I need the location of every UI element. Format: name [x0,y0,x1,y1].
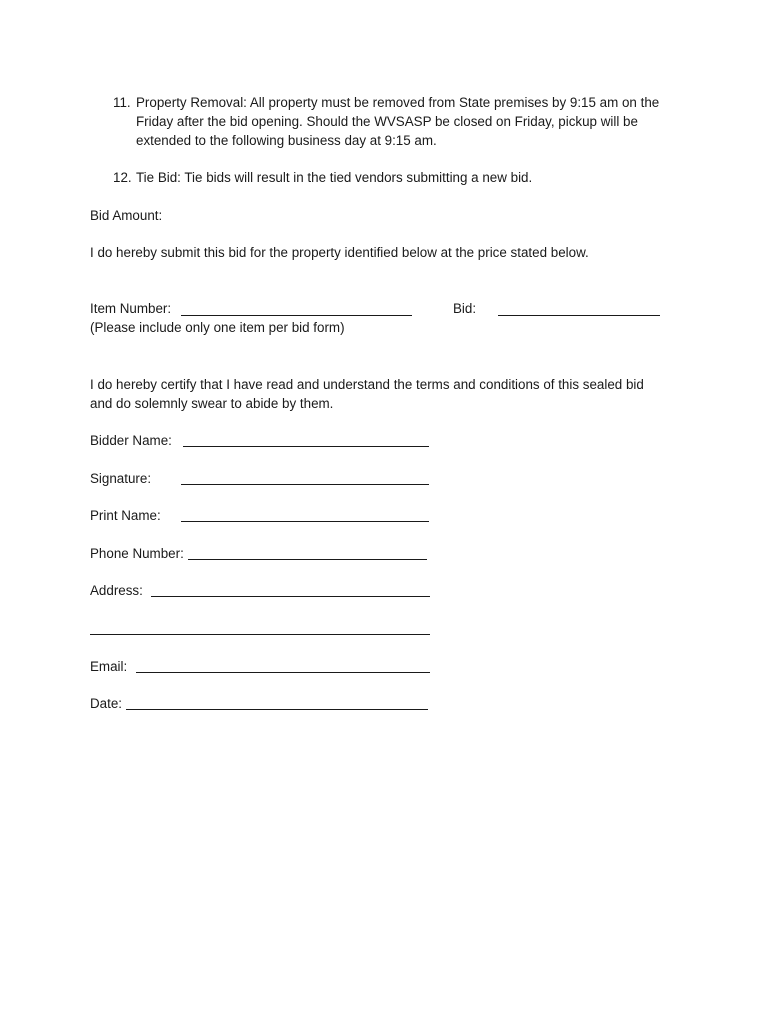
term-text: Tie Bid: Tie bids will result in the tied vendors submitting a new bid. [136,170,533,185]
bid-field[interactable] [498,315,660,316]
submit-statement: I do hereby submit this bid for the property identified below at the price stated below. [90,245,589,260]
signature-field[interactable] [181,484,429,485]
term-property-removal [113,93,673,150]
bidder-name-label: Bidder Name: [90,433,172,448]
date-field[interactable] [126,709,428,710]
certify-statement-line2: and do solemnly swear to abide by them. [90,396,334,411]
signature-label: Signature: [90,471,152,486]
bid-amount-label: Bid Amount: [90,208,163,223]
print-name-field[interactable] [181,521,429,522]
term-number: 12. [113,170,132,185]
email-label: Email: [90,659,128,674]
certify-statement-line1: I do hereby certify that I have read and understand the terms and conditions of this sealed bid [90,377,644,392]
term-tie-bid [113,168,673,187]
phone-number-label: Phone Number: [90,546,184,561]
address-label: Address: [90,583,143,598]
item-number-label: Item Number: [90,301,172,316]
phone-number-field[interactable] [188,559,427,560]
term-text: Property Removal: All property must be removed from State premises by 9:15 am on the Friday after the bid opening. Should the WVSASP be closed on Friday, pickup will be extended to the following business day at 9:15 am. [136,95,660,148]
address-field-line1[interactable] [151,596,430,597]
term-number: 11. [113,95,131,110]
bidder-name-field[interactable] [183,446,429,447]
item-note: (Please include only one item per bid form) [90,320,345,335]
address-field-line2[interactable] [90,634,430,635]
bid-label: Bid: [453,301,477,316]
date-label: Date: [90,696,123,711]
print-name-label: Print Name: [90,508,161,523]
item-number-field[interactable] [181,315,412,316]
email-field[interactable] [136,672,430,673]
